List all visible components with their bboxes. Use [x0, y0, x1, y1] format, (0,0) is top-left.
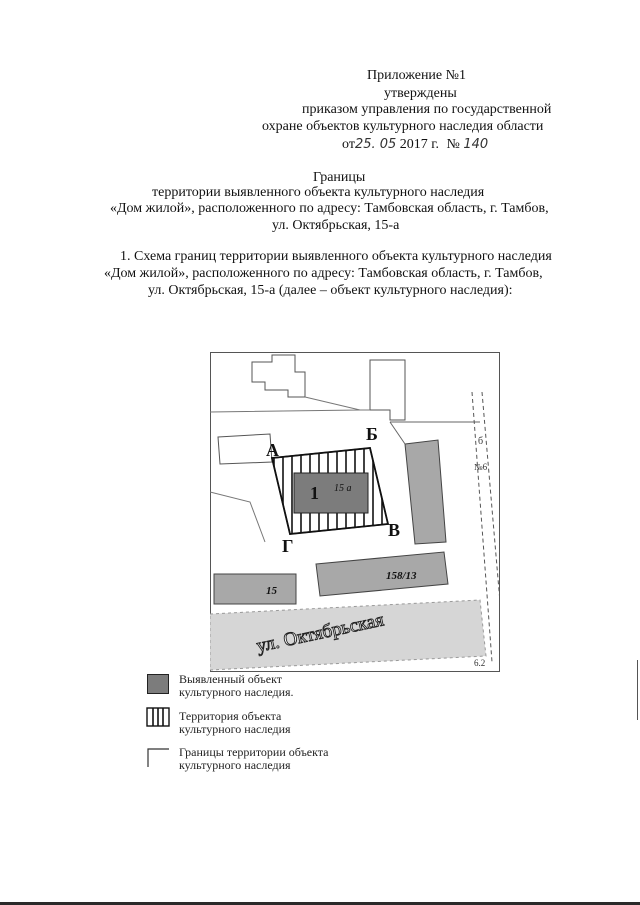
legend-territory-line-1: Территория объекта [179, 709, 282, 723]
number-handwritten: 140 [463, 137, 489, 152]
title-line-4: ул. Октябрьская, 15-а [272, 218, 400, 233]
object-house-label: 15 а [334, 483, 352, 494]
object-number-label: 1 [310, 483, 319, 503]
building-15 [214, 574, 296, 604]
object-building [294, 473, 368, 513]
scan-edge-right [637, 660, 638, 720]
legend-object-line-2: культурного наследия. [179, 685, 294, 699]
date-year: 2017 г. [399, 137, 439, 152]
number-prefix: № [446, 137, 460, 152]
section1-line-3: ул. Октябрьская, 15-а (далее – объект культурного наследия): [148, 283, 513, 298]
point-g-label: Г [282, 536, 294, 556]
boundary-map [210, 352, 500, 672]
street-label: ул. Октябрьская [254, 609, 386, 657]
approved-label: утверждены [384, 86, 457, 101]
point-a-label: А [266, 440, 279, 460]
appendix-label: Приложение №1 [367, 68, 466, 83]
point-v-label: В [388, 520, 401, 540]
building-15-label: 15 [266, 585, 277, 597]
section1-line-1: 1. Схема границ территории выявленного объекта культурного наследия [120, 249, 552, 264]
legend-swatch-territory [146, 707, 170, 727]
title-line-1: Границы [313, 170, 366, 185]
side-number-3: 6.2 [474, 658, 486, 668]
legend-swatch-boundary [146, 746, 170, 768]
title-line-3: «Дом жилой», расположенного по адресу: Тамбовская область, г. Тамбов, [110, 201, 549, 216]
legend-swatch-object [147, 674, 169, 694]
point-b-label: Б [366, 424, 378, 444]
title-line-2: территории выявленного объекта культурного наследия [152, 185, 485, 200]
legend-boundary-line-2: культурного наследия [179, 758, 291, 772]
order-date-line [342, 137, 488, 153]
order-line-2: охране объектов культурного наследия области [262, 119, 544, 134]
legend-object-line-1: Выявленный объект [179, 672, 282, 686]
date-handwritten: 25. 05 [354, 137, 397, 152]
section1-line-2: «Дом жилой», расположенного по адресу: Тамбовская область, г. Тамбов, [104, 266, 543, 281]
legend-boundary-line-1: Границы территории объекта [179, 745, 329, 759]
building-158-13-label: 158/13 [386, 570, 417, 582]
side-number-2: №6 [474, 462, 488, 472]
legend-territory-line-2: культурного наследия [179, 722, 291, 736]
date-prefix: от [342, 137, 355, 152]
side-number-1: б [478, 436, 484, 447]
order-line-1: приказом управления по государственной [302, 102, 552, 117]
